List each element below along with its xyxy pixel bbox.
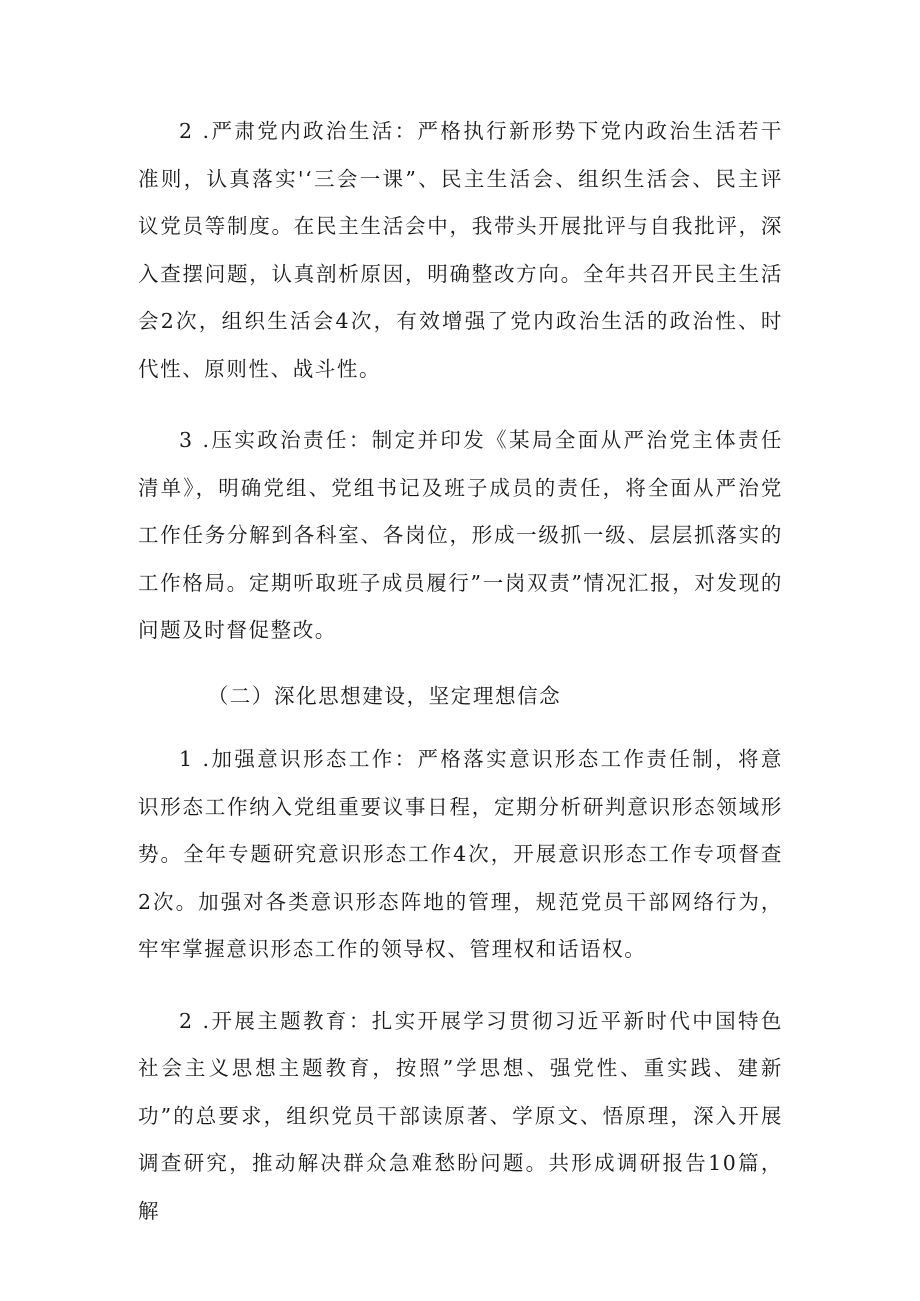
paragraph-strict-party-life: 2 .严肃党内政治生活：严格执行新形势下党内政治生活若干准则，认真落实'‘三会一课”、民主生活会、组织生活会、民主评议党员等制度。在民主生活会中，我带头开展批评与自我批评，深入查摆问题，认真剖析原因，明确整改方向。全年共召开民主生活会2次，组织生活会4次，有效增强了党内政治生活的政治性、时代性、原则性、战斗性。 (138, 119, 783, 381)
document-body (138, 108, 783, 1235)
paragraph-theme-education: 2 .开展主题教育：扎实开展学习贯彻习近平新时代中国特色社会主义思想主题教育，按照”学思想、强党性、重实践、建新功”的总要求，组织党员干部读原著、学原文、悟原理，深入开展调查研究，推动解决群众急难愁盼问题。共形成调研报告10篇，解 (138, 1008, 783, 1223)
section-heading: （二）深化思想建设，坚定理想信念 (207, 683, 562, 708)
paragraph-political-responsibility: 3 .压实政治责任：制定并印发《某局全面从严治党主体责任清单》，明确党组、党组书记及班子成员的责任，将全面从严治党工作任务分解到各科室、各岗位，形成一级抓一级、层层抓落实的工作格局。定期听取班子成员履行”一岗双责”情况汇报，对发现的问题及时督促整改。 (138, 428, 783, 642)
paragraph-ideology-work: 1 .加强意识形态工作：严格落实意识形态工作责任制，将意识形态工作纳入党组重要议事日程，定期分析研判意识形态领域形势。全年专题研究意识形态工作4次，开展意识形态工作专项督查2次。加强对各类意识形态阵地的管理，规范党员干部网络行为，牢牢掌握意识形态工作的领导权、管理权和话语权。 (138, 747, 783, 961)
